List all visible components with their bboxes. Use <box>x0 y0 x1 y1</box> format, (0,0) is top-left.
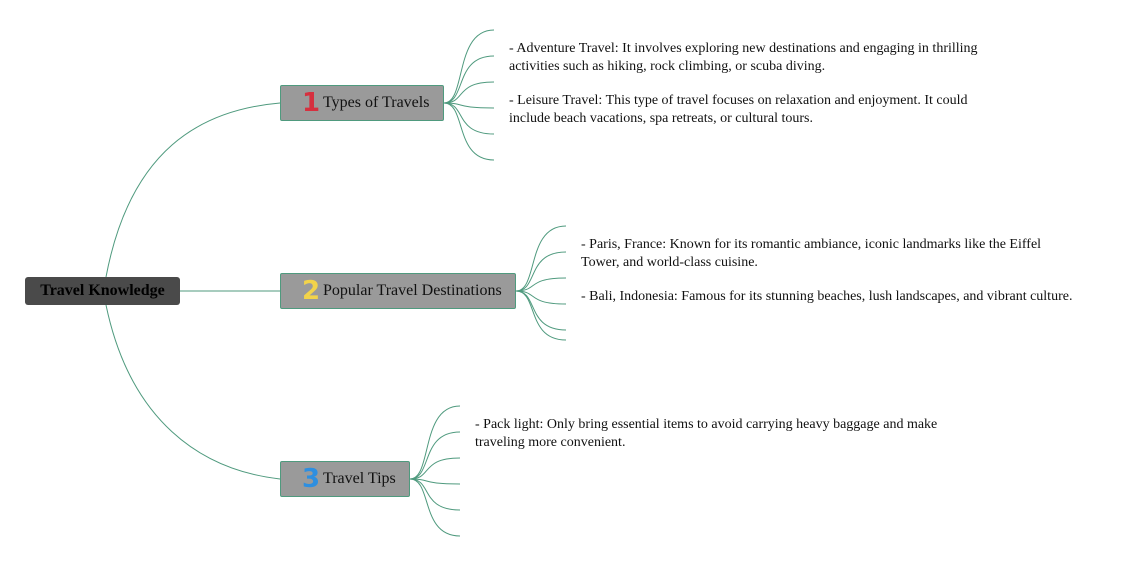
fan-branch-1-6 <box>444 103 494 160</box>
fan-branch-2-6 <box>516 291 566 340</box>
fan-branch-2-5 <box>516 291 566 330</box>
leaf-node-paris[interactable]: - Paris, France: Known for its romantic ambiance, iconic landmarks like the Eiffel Tower, and world-class cuisine. <box>581 237 1042 270</box>
fan-branch-3-6 <box>410 479 460 536</box>
number-two-icon: 2 <box>301 276 321 306</box>
fan-branch-1-2 <box>444 56 494 103</box>
branch-node-popular-travel-destinations[interactable] <box>280 273 516 309</box>
branch-label: Travel Tips <box>323 470 396 487</box>
root-node[interactable]: Travel Knowledge <box>25 277 180 305</box>
fan-branch-3-2 <box>410 432 460 479</box>
branch-label: Popular Travel Destinations <box>323 282 502 299</box>
fan-branch-2-2 <box>516 252 566 291</box>
branch-label: Types of Travels <box>323 94 430 111</box>
branch-node-travel-tips[interactable] <box>280 461 410 497</box>
number-three-icon: 3 <box>301 464 321 494</box>
leaf-node-leisure-travel[interactable]: - Leisure Travel: This type of travel focuses on relaxation and enjoyment. It could include beach vacations, spa retreats, or cultural tours. <box>509 93 968 126</box>
link-root-to-branch-3 <box>106 305 280 479</box>
leaf-node-pack-light[interactable]: - Pack light: Only bring essential items to avoid carrying heavy baggage and make traveling more convenient. <box>475 417 938 450</box>
leaf-node-adventure-travel[interactable]: - Adventure Travel: It involves exploring new destinations and engaging in thrilling activities such as hiking, rock climbing, or scuba diving. <box>509 41 978 74</box>
leaf-node-bali[interactable]: - Bali, Indonesia: Famous for its stunning beaches, lush landscapes, and vibrant culture. <box>581 289 1073 304</box>
number-one-icon: 1 <box>301 88 321 118</box>
branch-node-types-of-travels[interactable] <box>280 85 444 121</box>
link-root-to-branch-1 <box>106 103 280 277</box>
